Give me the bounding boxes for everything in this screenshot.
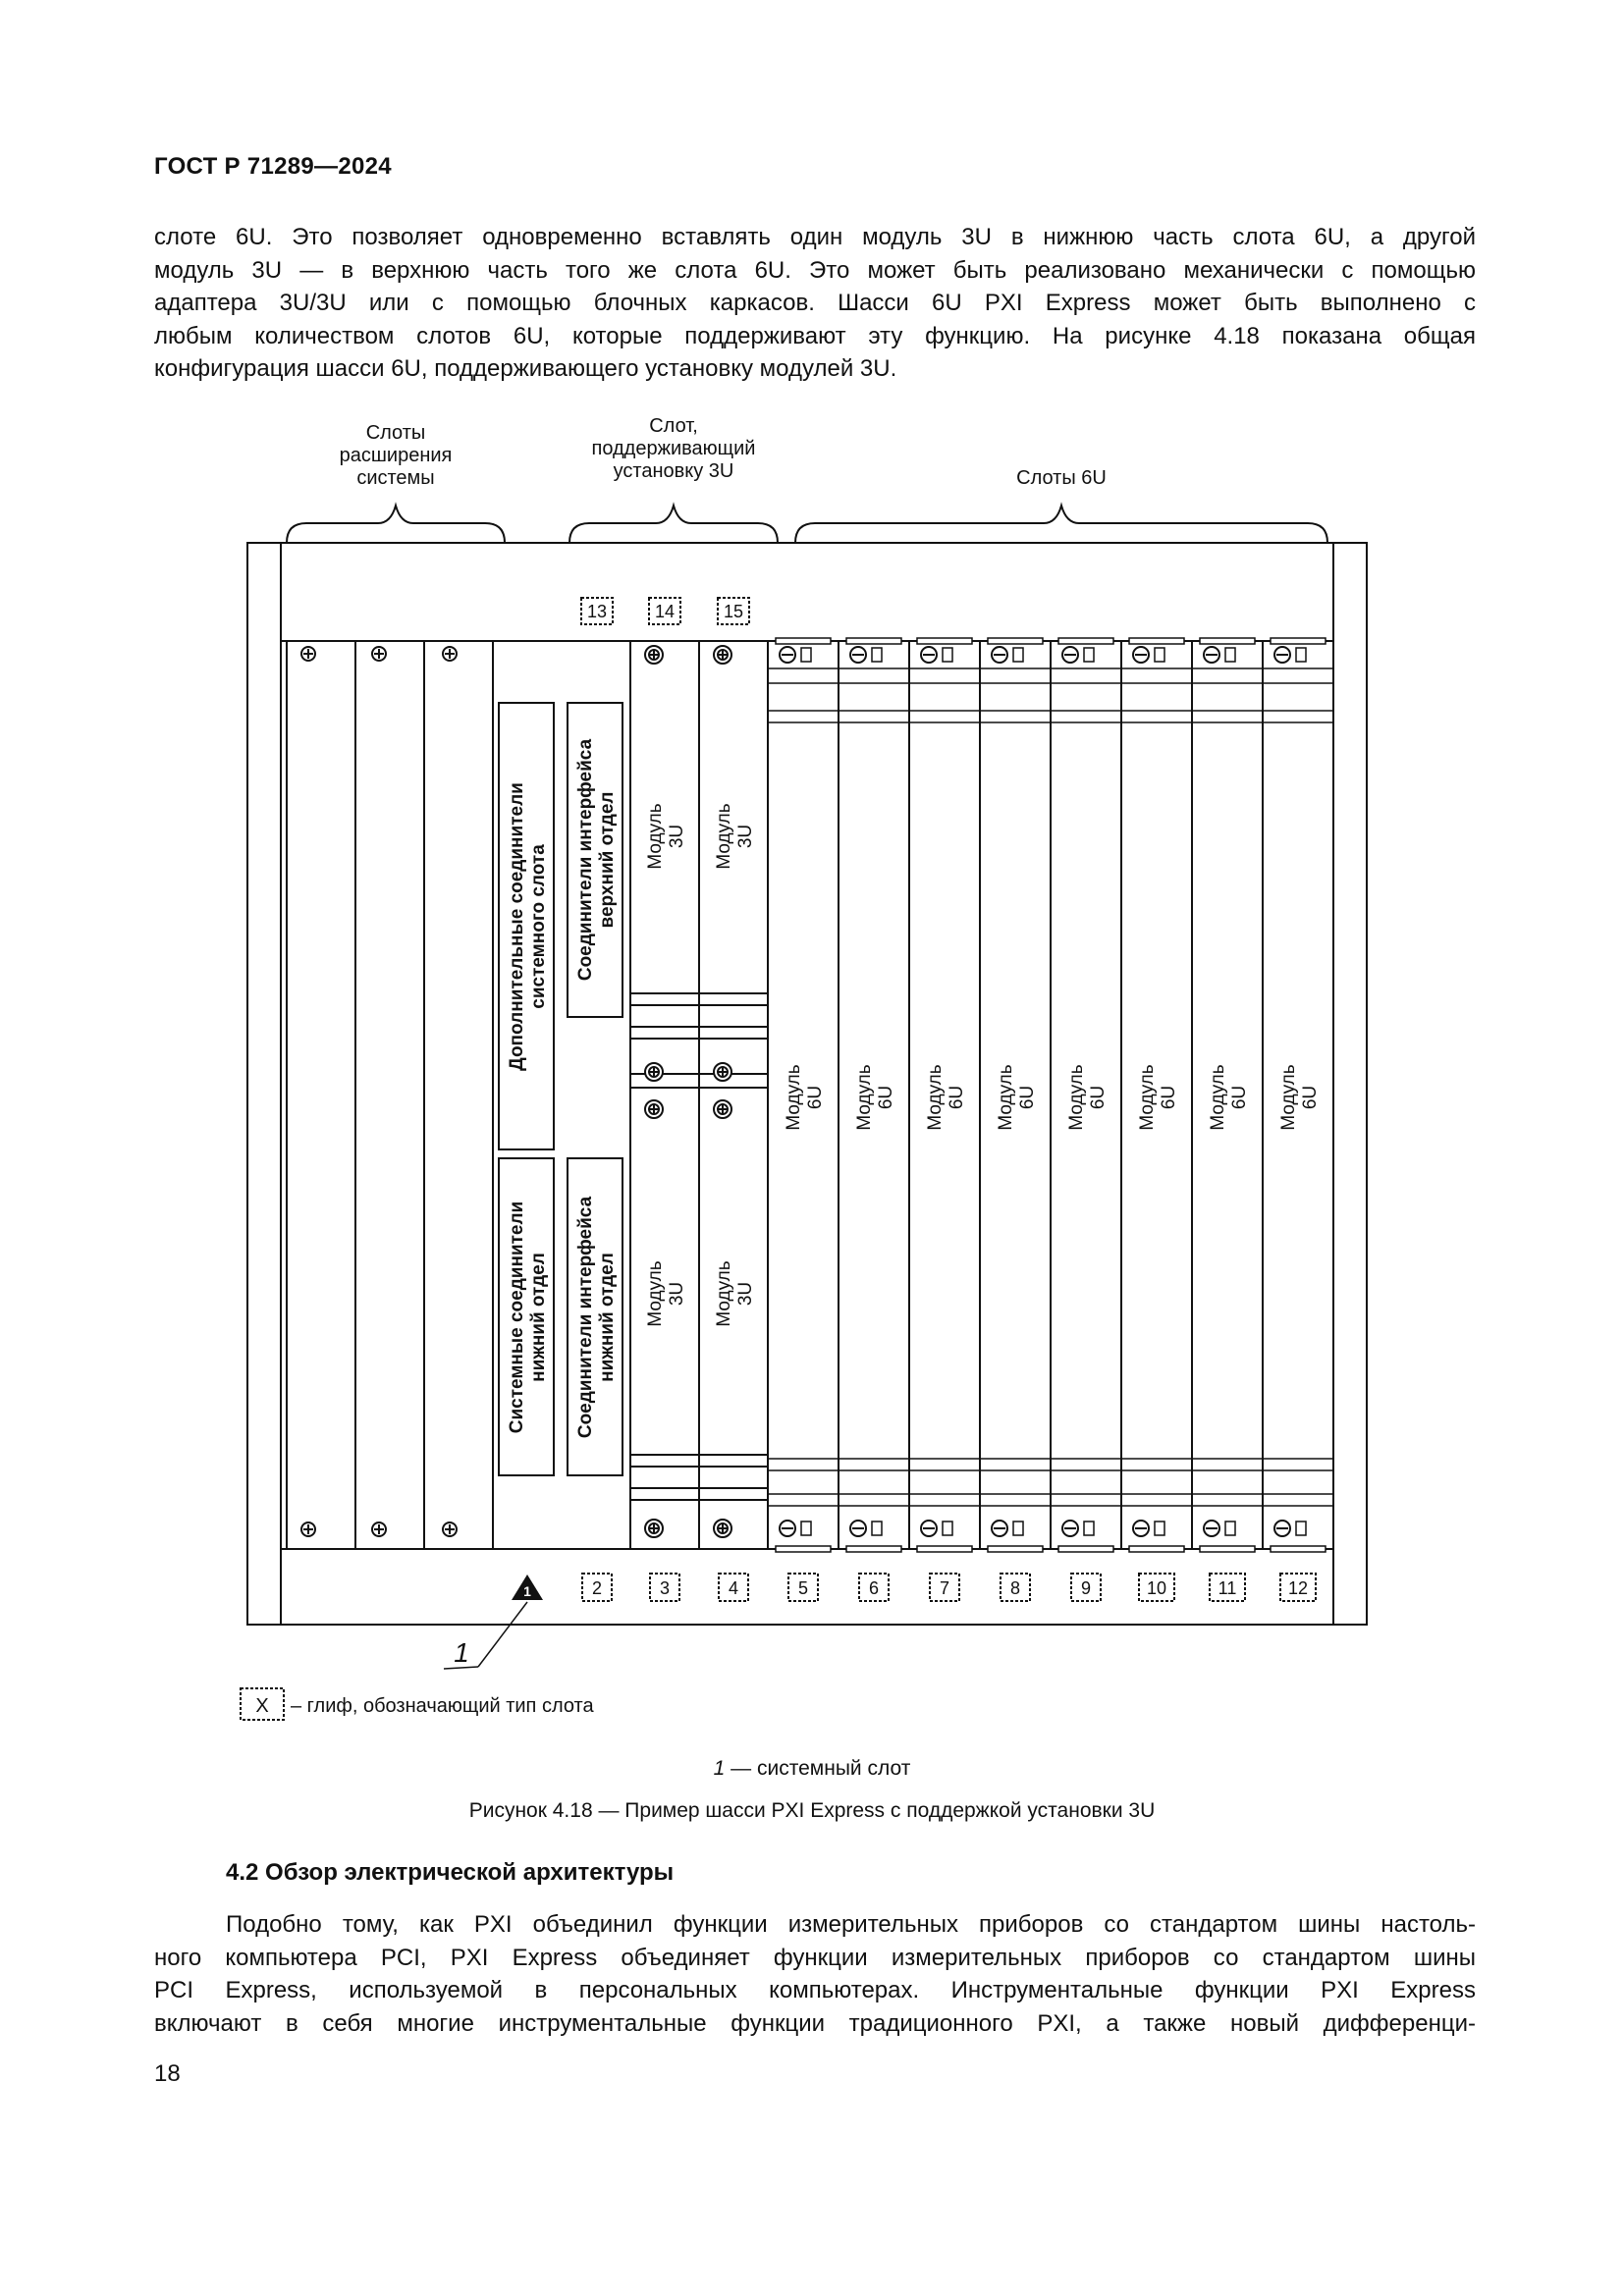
slot-6u-column — [768, 638, 839, 1552]
figure-caption: Рисунок 4.18 — Пример шасси PXI Express с поддержкой установки 3U — [468, 1799, 1156, 1822]
slot-6u-column — [980, 638, 1051, 1552]
slot-number: 8 — [1009, 1578, 1021, 1598]
module-6u-label-line2: 6U — [1229, 1085, 1250, 1110]
screw-icon — [645, 1100, 663, 1118]
expansion-slots-label-line2: расширения — [339, 445, 453, 466]
screw-icon — [850, 647, 882, 663]
screw-icon — [1204, 1521, 1235, 1536]
screw-icon — [780, 647, 811, 663]
paragraph-line: включают в себя многие инструментальные функции традиционного PXI, а также новый дифференци- — [154, 2009, 1476, 2037]
slots-6u-label: Слоты 6U — [1016, 467, 1107, 489]
bottom-slot-glyphs — [582, 1574, 1316, 1601]
screw-icon — [1133, 647, 1164, 663]
slot-number: 10 — [1146, 1578, 1167, 1598]
callout-leader-line — [478, 1602, 527, 1667]
module-6u-label-line2: 6U — [1017, 1085, 1038, 1110]
module-6u-label-line2: 6U — [876, 1085, 896, 1110]
paragraph-line: конфигурация шасси 6U, поддерживающего установку модулей 3U. — [154, 355, 897, 382]
screw-icon — [921, 1521, 952, 1536]
expansion-slot-panel — [287, 641, 355, 1549]
screw-icon — [714, 1100, 731, 1118]
paragraph-line: слоте 6U. Это позволяет одновременно вставлять один модуль 3U в нижнюю часть слота 6U, а другой — [154, 224, 1476, 250]
slot-glyph-12 — [1280, 1574, 1316, 1601]
module-3u-label-line2: 3U — [735, 1281, 756, 1307]
paragraph-line: ного компьютера PCI, PXI Express объединяет функции измерительных приборов со стандартом шины — [154, 1944, 1476, 1971]
interface-upper-label-line1: Соединители интерфейса — [575, 738, 596, 982]
module-3u-label-line1: Модуль — [645, 803, 666, 870]
screw-icon — [645, 646, 663, 664]
slot-number: 4 — [728, 1578, 739, 1598]
slot-glyph-11 — [1210, 1574, 1245, 1601]
module-3u-label-line2: 3U — [667, 824, 687, 849]
system-connectors-label-line2: нижний отдел — [528, 1253, 549, 1382]
slot-6u-column — [1051, 638, 1121, 1552]
module-6u-label-line1: Модуль — [1278, 1064, 1299, 1131]
module-6u-label-line1: Модуль — [996, 1064, 1016, 1131]
screw-icon — [443, 647, 457, 661]
slot-number: 5 — [797, 1578, 809, 1598]
slot-3u-label-line1: Слот, — [649, 415, 698, 437]
slot-3u-label-line2: поддерживающий — [591, 438, 756, 459]
page-number: 18 — [154, 2060, 181, 2087]
extra-system-connectors-label-line1: Дополнительные соединители — [507, 782, 527, 1071]
slot-6u-column — [1121, 638, 1192, 1552]
slot-3u-brace — [569, 506, 778, 543]
slots-6u-group — [768, 638, 1333, 1552]
screw-icon — [443, 1522, 457, 1536]
slot-number: 7 — [939, 1578, 950, 1598]
slot-number: 9 — [1080, 1578, 1092, 1598]
expansion-slots-label-line1: Слоты — [365, 422, 426, 444]
screw-icon — [780, 1521, 811, 1536]
screw-icon — [372, 1522, 386, 1536]
screw-icon — [921, 647, 952, 663]
module-3u-label-line2: 3U — [667, 1281, 687, 1307]
paragraph-line: модуль 3U — в верхнюю часть того же слота 6U. Это может быть реализовано механически с помощью — [154, 256, 1476, 284]
module-6u-label-line2: 6U — [1300, 1085, 1321, 1110]
slot-number: 6 — [868, 1578, 880, 1598]
slot-number-14: 14 — [654, 602, 676, 621]
screw-icon — [645, 1520, 663, 1537]
slot-6u-column — [1192, 638, 1263, 1552]
screw-icon — [1133, 1521, 1164, 1536]
module-6u-label-line2: 6U — [805, 1085, 826, 1110]
screw-icon — [992, 647, 1023, 663]
screw-icon — [714, 1063, 731, 1081]
extra-system-connectors-label-line2: системного слота — [528, 844, 549, 1009]
module-6u-label-line1: Модуль — [854, 1064, 875, 1131]
slot-glyph-4 — [719, 1574, 748, 1601]
screw-icon — [301, 647, 315, 661]
slot-glyph-6 — [859, 1574, 889, 1601]
slot-6u-column — [1263, 638, 1333, 1552]
system-slot-number: 1 — [523, 1583, 531, 1599]
slot-number-13: 13 — [586, 602, 608, 621]
module-3u-label-line1: Модуль — [714, 803, 734, 870]
callout-number: 1 — [454, 1637, 469, 1668]
paragraph-line: адаптера 3U/3U или с помощью блочных каркасов. Шасси 6U PXI Express может быть выполнено с — [154, 290, 1476, 316]
section-heading: 4.2 Обзор электрической архитектуры — [226, 1859, 675, 1886]
expansion-brace — [287, 506, 505, 543]
slot-number: 2 — [591, 1578, 603, 1598]
slot-glyph-8 — [1001, 1574, 1030, 1601]
expansion-slots-label-line3: системы — [356, 467, 435, 489]
slot-glyph-3 — [650, 1574, 679, 1601]
module-6u-label-line1: Модуль — [784, 1064, 804, 1131]
screw-icon — [714, 1520, 731, 1537]
slot-3u-column — [699, 641, 768, 1549]
screw-icon — [850, 1521, 882, 1536]
screw-icon — [1274, 1521, 1306, 1536]
interface-lower-label-line1: Соединители интерфейса — [575, 1196, 596, 1439]
glyph-legend-symbol: X — [255, 1695, 269, 1717]
document-standard-id: ГОСТ Р 71289—2024 — [154, 153, 392, 180]
module-3u-label-line1: Модуль — [645, 1260, 666, 1327]
legend-note-text: — системный слот — [725, 1757, 911, 1780]
slot-glyph-5 — [788, 1574, 818, 1601]
module-6u-label-line2: 6U — [947, 1085, 967, 1110]
legend-note-number: 1 — [713, 1757, 726, 1780]
screw-icon — [1062, 1521, 1094, 1536]
glyph-legend-text: – глиф, обозначающий тип слота — [291, 1695, 594, 1717]
expansion-slot-panel — [355, 641, 424, 1549]
interface-upper-label-line2: верхний отдел — [597, 791, 618, 929]
chassis-outline — [247, 543, 1367, 1625]
group-braces — [287, 506, 1327, 543]
interface-lower-label-line2: нижний отдел — [597, 1253, 618, 1382]
paragraph-line: Подобно тому, как PXI объединил функции измерительных приборов со стандартом шины настоль- — [226, 1911, 1476, 1938]
module-6u-label-line1: Модуль — [1137, 1064, 1158, 1131]
slot-6u-column — [839, 638, 909, 1552]
screw-icon — [372, 647, 386, 661]
module-6u-label-line1: Модуль — [925, 1064, 946, 1131]
slot-3u-label-line3: установку 3U — [613, 460, 734, 482]
slot-glyph-9 — [1071, 1574, 1101, 1601]
slot-glyph-10 — [1139, 1574, 1174, 1601]
section-paragraph — [154, 1908, 1476, 2040]
module-3u-label-line1: Модуль — [714, 1260, 734, 1327]
slot-number: 12 — [1287, 1578, 1309, 1598]
paragraph-line: PCI Express, используемой в персональных компьютерах. Инструментальные функции PXI Express — [154, 1977, 1476, 2003]
paragraph-line: любым количеством слотов 6U, которые поддерживают эту функцию. На рисунке 4.18 показана общая — [154, 322, 1476, 349]
system-connectors-label-line1: Системные соединители — [507, 1201, 527, 1434]
slot-number: 3 — [659, 1578, 671, 1598]
module-6u-label-line2: 6U — [1159, 1085, 1179, 1110]
screw-icon — [645, 1063, 663, 1081]
module-6u-label-line1: Модуль — [1208, 1064, 1228, 1131]
slot-number-15: 15 — [723, 602, 744, 621]
screw-icon — [301, 1522, 315, 1536]
module-6u-label-line2: 6U — [1088, 1085, 1109, 1110]
slot-3u-column — [630, 641, 699, 1549]
module-6u-label-line1: Модуль — [1066, 1064, 1087, 1131]
screw-icon — [1204, 647, 1235, 663]
screw-icon — [992, 1521, 1023, 1536]
expansion-slot-panel — [424, 641, 493, 1549]
slot-number: 11 — [1218, 1578, 1237, 1598]
slot-glyph-2 — [582, 1574, 612, 1601]
module-3u-label-line2: 3U — [735, 824, 756, 849]
figure-legend-note — [0, 1757, 1624, 1781]
screw-icon — [1274, 647, 1306, 663]
screw-icon — [714, 646, 731, 664]
slot-6u-column — [909, 638, 980, 1552]
screw-icon — [1062, 647, 1094, 663]
slots-6u-brace — [795, 506, 1327, 543]
slot-glyph-7 — [930, 1574, 959, 1601]
